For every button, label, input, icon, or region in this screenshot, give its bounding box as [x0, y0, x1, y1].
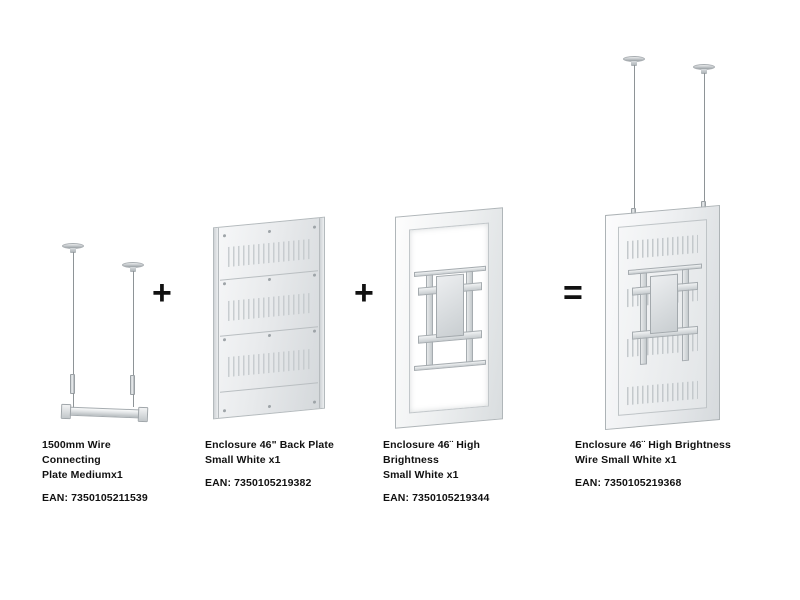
product-2-name-line1: Enclosure 46" Back Plate	[205, 439, 334, 451]
back-plate-vent-slots	[228, 349, 310, 377]
product-4-caption	[575, 438, 740, 491]
product-1-caption	[42, 438, 162, 506]
operator-plus-2: +	[354, 274, 374, 312]
back-plate-vent-slots	[228, 293, 310, 321]
screw-icon	[268, 334, 271, 337]
mount-center-plate	[650, 274, 678, 334]
connecting-rail	[64, 407, 142, 419]
screw-icon	[223, 282, 226, 285]
perforated-back-plate	[213, 217, 325, 420]
suspension-wire	[634, 65, 635, 210]
operator-plus-1: +	[152, 274, 172, 312]
product-1-name-line1: 1500mm Wire Connecting	[42, 439, 111, 466]
product-4-name-line1: Enclosure 46¨ High Brightness	[575, 439, 731, 451]
product-4-ean: EAN: 7350105219368	[575, 476, 682, 489]
suspension-wire	[73, 252, 74, 375]
screw-icon	[268, 230, 271, 233]
suspension-wire-lower	[133, 394, 134, 407]
rail-end-bracket	[138, 407, 149, 422]
screw-icon	[223, 409, 226, 412]
product-2-illustration	[205, 30, 335, 420]
vent-slots	[627, 381, 698, 405]
product-3-ean: EAN: 7350105219344	[383, 491, 490, 504]
screw-icon	[313, 273, 316, 276]
wire-tensioner	[70, 374, 75, 394]
screw-icon	[223, 234, 226, 237]
product-2-ean: EAN: 7350105219382	[205, 476, 312, 489]
product-4-name-line2: Wire Small White x1	[575, 453, 677, 466]
product-3-name-line1: Enclosure 46¨ High Brightness	[383, 439, 480, 466]
back-plate-vent-slots	[228, 239, 310, 267]
product-2-name-line2: Small White x1	[205, 453, 281, 466]
back-plate-left-edge	[214, 228, 219, 418]
product-3-name-line2: Small White x1	[383, 468, 459, 481]
rail-end-bracket	[61, 404, 72, 419]
product-1-name-line2: Plate Mediumx1	[42, 468, 123, 481]
vent-slots	[627, 235, 698, 259]
product-3-enclosure-frame	[383, 30, 518, 504]
product-4-assembled-result	[575, 30, 740, 489]
screw-icon	[313, 329, 316, 332]
operator-equals: =	[563, 274, 583, 312]
product-2-back-plate	[205, 30, 335, 489]
back-plate-seam	[220, 382, 318, 392]
product-3-caption	[383, 438, 518, 506]
screw-icon	[313, 225, 316, 228]
product-1-wire-connecting-plate	[42, 30, 162, 504]
wire-tensioner	[130, 375, 135, 395]
screw-icon	[268, 278, 271, 281]
back-plate-right-edge	[319, 218, 324, 408]
screw-icon	[313, 400, 316, 403]
suspension-wire	[133, 271, 134, 376]
mount-center-plate	[436, 274, 464, 338]
suspension-wire	[704, 73, 705, 203]
screw-icon	[268, 405, 271, 408]
product-1-illustration	[42, 30, 162, 420]
product-1-ean: EAN: 7350105211539	[42, 491, 148, 504]
product-3-illustration	[383, 30, 518, 420]
screw-icon	[223, 338, 226, 341]
product-2-caption	[205, 438, 335, 491]
assembled-enclosure-frame	[605, 205, 720, 430]
product-4-illustration	[575, 30, 740, 420]
enclosure-frame	[395, 207, 503, 428]
